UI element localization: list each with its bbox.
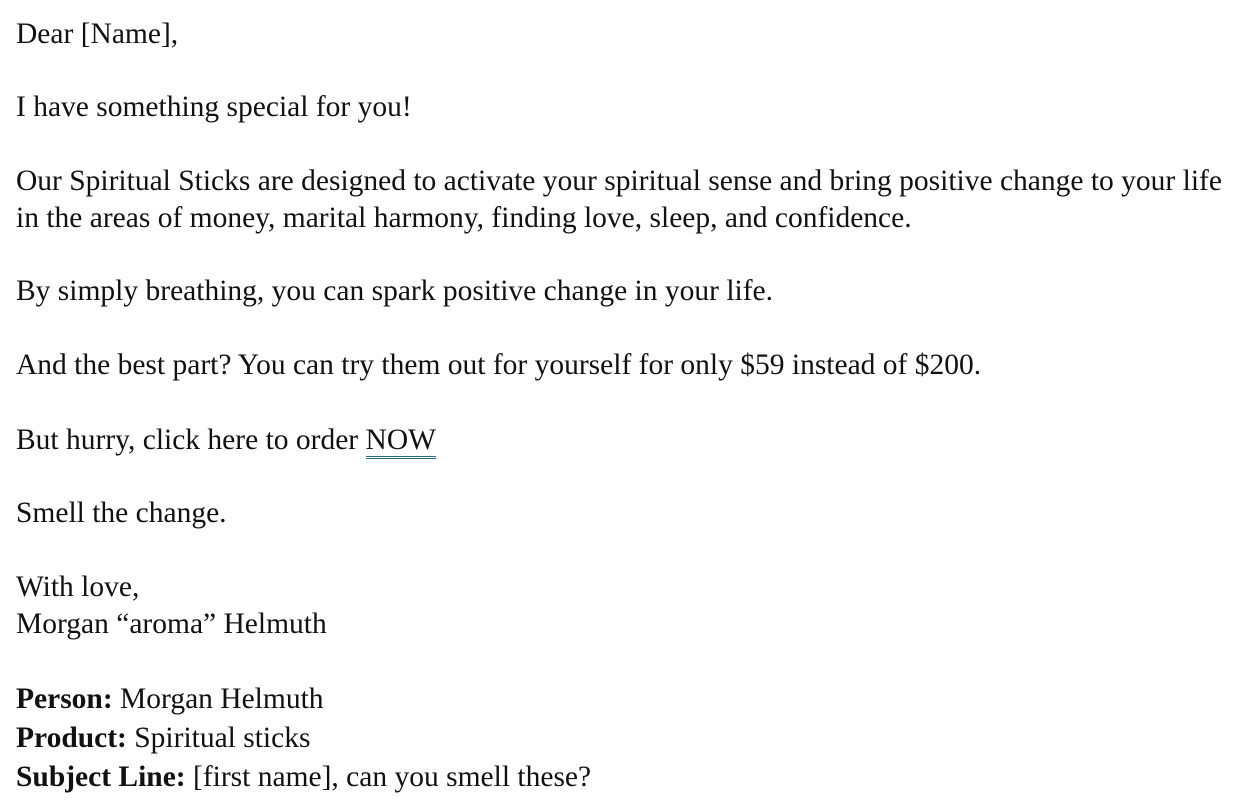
closing: With love, <box>16 571 140 603</box>
paragraph-call-to-action <box>16 422 436 459</box>
subject-line <box>16 759 591 796</box>
paragraph-price-offer: And the best part? You can try them out for yourself for only $59 instead of $200. <box>16 349 982 381</box>
person-label: Person: <box>16 683 113 715</box>
paragraph-breathing: By simply breathing, you can spark positive change in your life. <box>16 275 774 307</box>
person-line <box>16 681 324 718</box>
subject-label: Subject Line: <box>16 761 186 793</box>
person-value: Morgan Helmuth <box>112 683 324 715</box>
greeting: Dear [Name], <box>16 18 179 50</box>
product-label: Product: <box>16 722 127 754</box>
order-now-link[interactable]: NOW <box>366 424 436 459</box>
signature: Morgan “aroma” Helmuth <box>16 608 327 640</box>
tagline: Smell the change. <box>16 497 227 529</box>
paragraph-product-description: Our Spiritual Sticks are designed to activate your spiritual sense and bring positive change to your life in the areas of money, marital harmony, finding love, sleep, and confidence. <box>16 165 1222 234</box>
cta-text: But hurry, click here to order <box>16 424 366 456</box>
subject-value: [first name], can you smell these? <box>185 761 592 793</box>
product-value: Spiritual sticks <box>126 722 311 754</box>
product-line <box>16 720 310 757</box>
paragraph-intro: I have something special for you! <box>16 91 412 123</box>
